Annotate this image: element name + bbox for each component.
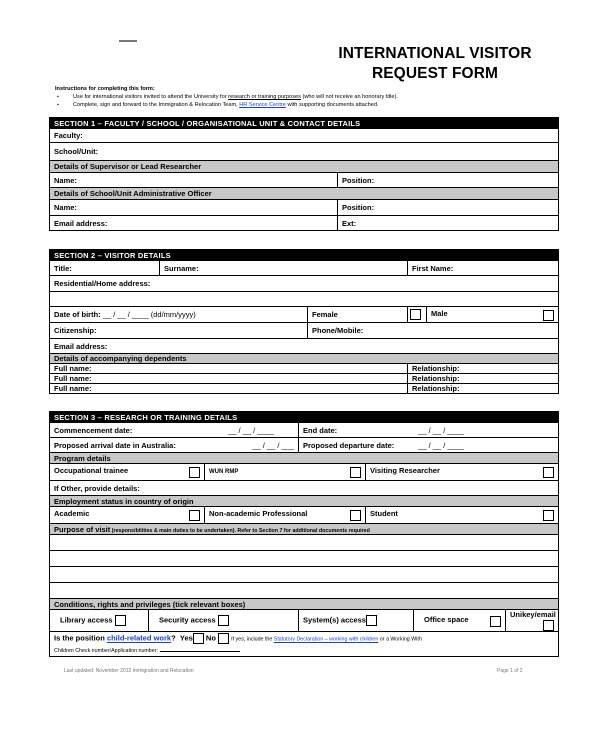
citizenship-field[interactable]: Citizenship: [50, 323, 308, 339]
address-field[interactable]: Residential/Home address: [50, 276, 559, 292]
employment-label: Academic [54, 509, 90, 518]
arrival-date-field[interactable] [50, 438, 299, 453]
child-note-text: If yes, include the [231, 636, 274, 643]
condition-label: System(s) access [303, 615, 366, 625]
child-related-work-link[interactable]: child-related work [106, 633, 172, 643]
purpose-label: Purpose of visit [54, 524, 111, 534]
statutory-declaration-link[interactable]: Statutory Declaration – working with children [273, 636, 379, 643]
purpose-subheader [50, 524, 559, 535]
end-date-label: End date: [303, 425, 338, 435]
dob-label: Date of birth: [54, 310, 101, 319]
supervisor-subheader: Details of Supervisor or Lead Researcher [50, 161, 559, 173]
section-1-table [49, 117, 559, 231]
condition-label: Unikey/email [510, 610, 556, 619]
female-checkbox[interactable] [410, 309, 421, 320]
arrival-blank: __ / __ / ___ [252, 440, 294, 450]
purpose-note: (responsibilities & main duties to be undertaken). Refer to Section 7 for additional documents required [110, 527, 370, 534]
section-2-header: SECTION 2 – VISITOR DETAILS [50, 250, 559, 261]
academic-checkbox[interactable] [189, 510, 200, 521]
departure-blank: __ / __ / ____ [418, 440, 465, 450]
title-line-2: REQUEST FORM [371, 65, 499, 82]
instruction-underlined: research or training purposes [228, 94, 301, 100]
library-access-checkbox[interactable] [115, 615, 126, 626]
supervisor-name-field[interactable]: Name: [50, 173, 338, 188]
hr-service-centre-link[interactable]: HR Service Centre [239, 102, 286, 108]
no-label: No [205, 633, 216, 643]
commencement-label: Commencement date: [54, 425, 133, 435]
employment-non-academic [205, 507, 366, 524]
female-label: Female [312, 310, 338, 319]
admin-name-field[interactable]: Name: [50, 200, 338, 216]
employment-academic [50, 507, 205, 524]
instruction-text: with supporting documents attached. [285, 102, 379, 108]
condition-unikey [506, 610, 559, 632]
program-subheader: Program details [50, 453, 559, 464]
student-checkbox[interactable] [543, 510, 554, 521]
security-access-checkbox[interactable] [218, 615, 229, 626]
logo-mark [119, 40, 137, 42]
yes-label: Yes [179, 633, 193, 643]
dependent-3-name-field[interactable]: Full name: [50, 384, 408, 394]
footer-last-updated: Last updated: November 2012 Immigration and Relocation [64, 668, 194, 674]
visiting-researcher-checkbox[interactable] [543, 467, 554, 478]
arrival-label: Proposed arrival date in Australia: [54, 440, 176, 450]
footer-page-number: Page 1 of 2 [497, 668, 523, 674]
employment-student [366, 507, 559, 524]
dependent-1-relationship-field[interactable]: Relationship: [408, 364, 559, 374]
instructions-heading: Instructions for completing this form: [55, 86, 155, 92]
occupational-trainee-checkbox[interactable] [189, 467, 200, 478]
faculty-field[interactable]: Faculty: [50, 129, 559, 143]
condition-label: Library access [60, 615, 113, 625]
condition-security [149, 610, 299, 632]
dependents-subheader: Details of accompanying dependents [50, 354, 559, 364]
purpose-line-1[interactable] [50, 535, 559, 551]
employment-label: Non-academic Professional [209, 509, 308, 518]
non-academic-checkbox[interactable] [350, 510, 361, 521]
section-2-table [49, 249, 559, 394]
child-related-question [50, 632, 559, 657]
condition-label: Office space [424, 614, 469, 624]
form-title [300, 44, 570, 84]
visitor-email-field[interactable]: Email address: [50, 339, 559, 354]
instructions [55, 85, 560, 109]
wwc-number-label: Children Check number/Application number: [54, 647, 158, 654]
child-question-text: Is the position [54, 633, 107, 643]
program-label: Visiting Researcher [370, 466, 440, 475]
condition-label: Security access [159, 615, 216, 625]
instruction-text: Use for international visitors invited to attend the University for [73, 94, 229, 100]
instruction-item [55, 101, 560, 109]
commencement-blank: __ / __ / ____ [228, 425, 274, 435]
dependent-2-relationship-field[interactable]: Relationship: [408, 374, 559, 384]
female-option [308, 307, 408, 323]
first-name-field[interactable]: First Name: [408, 261, 559, 276]
admin-email-field[interactable]: Email address: [50, 216, 338, 231]
instruction-text: (who will not receive an honorary title). [300, 94, 398, 100]
dob-field[interactable] [50, 307, 308, 323]
employment-label: Student [370, 509, 398, 518]
unikey-email-checkbox[interactable] [543, 620, 554, 631]
condition-systems [299, 610, 414, 632]
instruction-item [55, 93, 560, 101]
purpose-line-2[interactable] [50, 551, 559, 567]
dependent-1-name-field[interactable]: Full name: [50, 364, 408, 374]
program-label: Occupational trainee [54, 466, 129, 475]
child-question-text: ? [171, 633, 176, 643]
condition-office [414, 610, 506, 632]
dob-format: (dd/mm/yyyy) [150, 310, 196, 319]
other-details-field[interactable]: If Other, provide details: [50, 481, 559, 496]
school-unit-field[interactable]: School/Unit: [50, 143, 559, 161]
end-date-field[interactable] [299, 423, 559, 438]
section-3-header: SECTION 3 – RESEARCH OR TRAINING DETAILS [50, 412, 559, 423]
dependent-2-name-field[interactable]: Full name: [50, 374, 408, 384]
systems-access-checkbox[interactable] [366, 615, 377, 626]
program-label: WUN RMP [209, 469, 239, 475]
departure-label: Proposed departure date: [303, 440, 395, 450]
surname-field[interactable]: Surname: [160, 261, 408, 276]
male-checkbox[interactable] [543, 310, 554, 321]
no-checkbox[interactable] [218, 633, 229, 644]
dob-blank: __ / __ / ____ [102, 310, 149, 319]
program-occupational-trainee [50, 464, 205, 481]
wwc-number-field[interactable] [160, 645, 240, 652]
program-visiting-researcher [366, 464, 559, 481]
admin-position-field[interactable]: Position: [338, 200, 559, 216]
child-note-text: or a Working With [378, 636, 422, 643]
dependent-3-relationship-field[interactable]: Relationship: [408, 384, 559, 394]
employment-subheader: Employment status in country of origin [50, 496, 559, 507]
purpose-line-4[interactable] [50, 583, 559, 599]
section-1-header: SECTION 1 – FACULTY / SCHOOL / ORGANISATIONAL UNIT & CONTACT DETAILS [50, 118, 559, 129]
admin-officer-subheader: Details of School/Unit Administrative Officer [50, 188, 559, 200]
male-option [427, 307, 559, 323]
conditions-subheader: Conditions, rights and privileges (tick relevant boxes) [50, 599, 559, 610]
title-line-1: INTERNATIONAL VISITOR [338, 45, 532, 62]
address-line-2[interactable] [50, 292, 559, 307]
yes-checkbox[interactable] [193, 633, 204, 644]
program-wun-rmp [205, 464, 366, 481]
commencement-date-field[interactable] [50, 423, 299, 438]
condition-library [50, 610, 149, 632]
admin-ext-field[interactable]: Ext: [338, 216, 559, 231]
female-checkbox-cell [408, 307, 427, 323]
departure-date-field[interactable] [299, 438, 559, 453]
phone-field[interactable]: Phone/Mobile: [308, 323, 559, 339]
office-space-checkbox[interactable] [490, 616, 501, 627]
purpose-line-3[interactable] [50, 567, 559, 583]
end-date-blank: __ / __ / ____ [418, 425, 465, 435]
male-label: Male [431, 308, 448, 318]
wun-rmp-checkbox[interactable] [350, 467, 361, 478]
instruction-text: Complete, sign and forward to the Immigration & Relocation Team, [73, 102, 240, 108]
title-field[interactable]: Title: [50, 261, 160, 276]
section-3-table [49, 411, 559, 657]
supervisor-position-field[interactable]: Position: [338, 173, 559, 188]
